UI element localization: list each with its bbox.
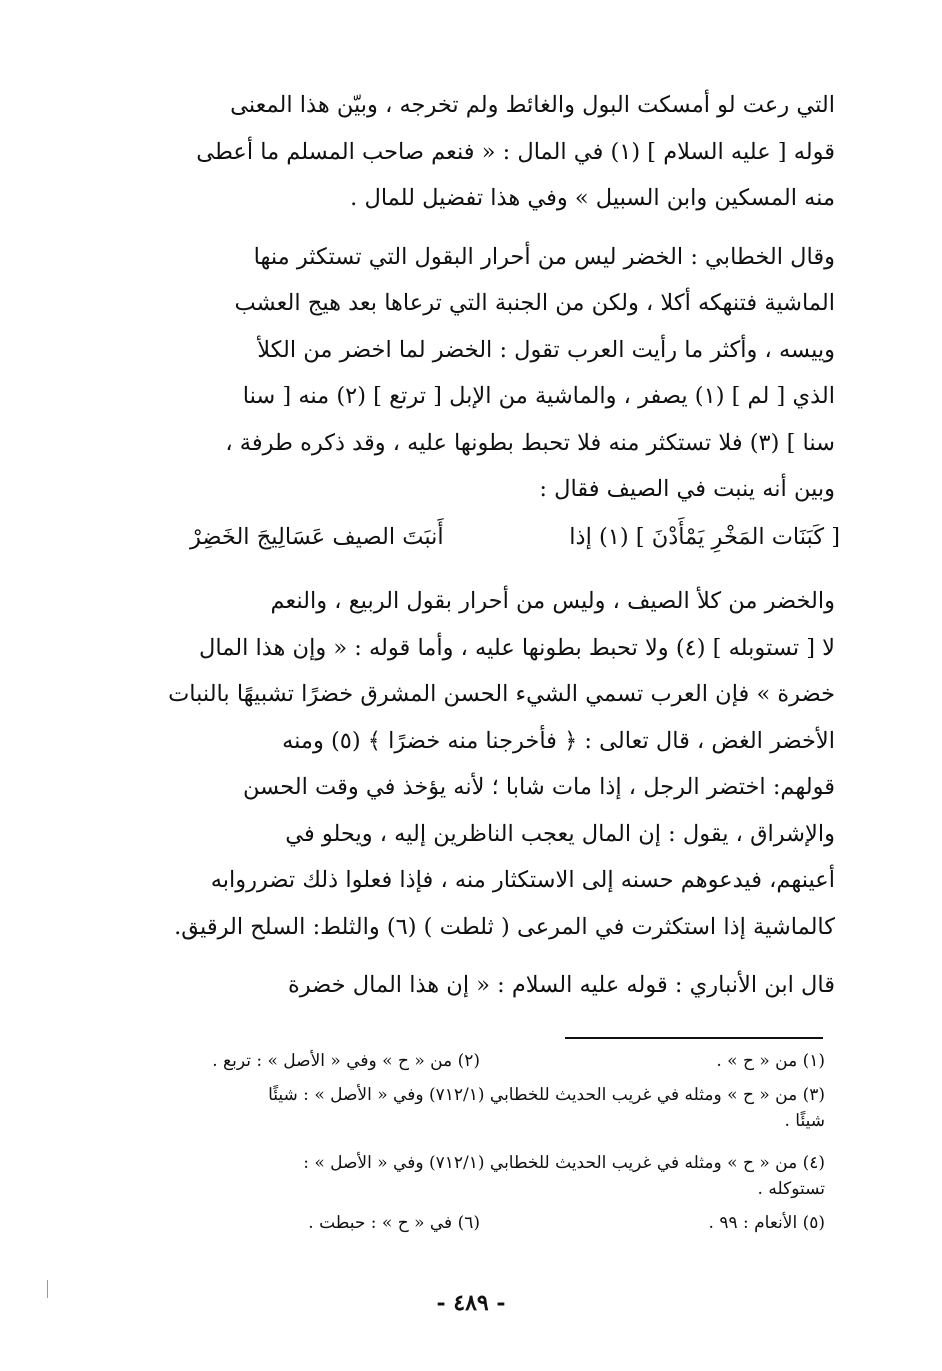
text-line: الماشية فتنهكه أكلا ، ولكن من الجنبة التي ترعاها بعد هيج العشب xyxy=(234,290,835,316)
text-line: وقال الخطابي : الخضر ليس من أحرار البقول التي تستكثر منها xyxy=(253,243,835,270)
footnote-separator xyxy=(565,1037,823,1039)
footnote-3 xyxy=(150,1082,825,1134)
text-line: قوله [ عليه السلام ] (١) في المال : « فنعم صاحب المسلم ما أعطى xyxy=(196,138,835,165)
paragraph-4 xyxy=(150,962,835,1009)
footnote-4-line-2: تستوكله . xyxy=(757,1179,825,1199)
verse-first-hemistich: [ كَبَنَات المَخْرِ يَمْأَدْنَ ] (١) إذا xyxy=(569,524,840,550)
text-line: الأخضر الغض ، قال تعالى : ﴿ فأخرجنا منه خضرًا ﴾ (٥) ومنه xyxy=(282,727,835,754)
paragraph-2 xyxy=(150,234,835,513)
main-text-upper xyxy=(150,82,835,513)
text-line: لا [ تستوبله ] (٤) ولا تحبط بطونها عليه ، وأما قوله : « وإن هذا المال xyxy=(199,634,835,661)
text-line: قال ابن الأنباري : قوله عليه السلام : « إن هذا المال خضرة xyxy=(287,972,835,998)
main-text-lower xyxy=(150,578,835,1009)
text-line: وبين أنه ينبت في الصيف فقال : xyxy=(539,476,835,502)
poetry-verse xyxy=(150,524,840,574)
text-line: والإشراق ، يقول : إن المال يعجب الناظرين إليه ، ويحلو في xyxy=(285,820,835,847)
text-line: الذي [ لم ] (١) يصفر ، والماشية من الإبل [ ترتع ] (٢) منه [ سنا xyxy=(242,383,835,409)
page-number: - ٤٨٩ - xyxy=(436,1290,506,1316)
text-line: التي رعت لو أمسكت البول والغائط ولم تخرجه ، وبيّن هذا المعنى xyxy=(230,92,835,118)
paragraph-1 xyxy=(150,82,835,222)
text-line: والخضر من كلأ الصيف ، وليس من أحرار بقول الربيع ، والنعم xyxy=(270,588,835,614)
text-line: أعينهم، فيدعوهم حسنه إلى الاستكثار منه ، فإذا فعلوا ذلك تضرروابه xyxy=(210,867,835,893)
footnote-6: (٦) في « ح » : حبطت . xyxy=(308,1213,480,1233)
footnote-2: (٢) من « ح » وفي « الأصل » : تربع . xyxy=(212,1051,480,1071)
paragraph-3 xyxy=(150,578,835,950)
footnote-5: (٥) الأنعام : ٩٩ . xyxy=(708,1213,825,1233)
text-line: منه المسكين وابن السبيل » وفي هذا تفضيل للمال . xyxy=(350,185,835,211)
text-line: قولهم: اختضر الرجل ، إذا مات شابا ؛ لأنه يؤخذ في وقت الحسن xyxy=(243,774,835,800)
footnote-4-line-1: (٤) من « ح » ومثله في غريب الحديث للخطابي (٧١٢/١) وفي « الأصل » : xyxy=(303,1153,825,1173)
footnote-1: (١) من « ح » . xyxy=(716,1051,825,1071)
footnote-4 xyxy=(150,1150,825,1202)
verse-second-hemistich: أَنبَتَ الصيف عَسَالِيجَ الخَضِرْ xyxy=(190,524,444,550)
text-line: كالماشية إذا استكثرت في المرعى ( ثلطت ) (٦) والثلط: السلح الرقيق. xyxy=(174,913,835,940)
footnote-row-5-6 xyxy=(150,1210,825,1236)
footnote-3-line-1: (٣) من « ح » ومثله في غريب الحديث للخطابي (٧١٢/١) وفي « الأصل » : شيئًا xyxy=(268,1085,825,1105)
text-line: وييسه ، وأكثر ما رأيت العرب تقول : الخضر لما اخضر من الكلأ xyxy=(257,336,835,363)
footnote-row-1-2 xyxy=(150,1048,825,1074)
text-line: سنا ] (٣) فلا تستكثر منه فلا تحبط بطونها عليه ، وقد ذكره طرفة ، xyxy=(225,429,835,456)
text-line: خضرة » فإن العرب تسمي الشيء الحسن المشرق خضرًا تشبيهًا بالنبات xyxy=(168,681,835,707)
footnote-3-line-2: شيئًا . xyxy=(784,1111,825,1131)
